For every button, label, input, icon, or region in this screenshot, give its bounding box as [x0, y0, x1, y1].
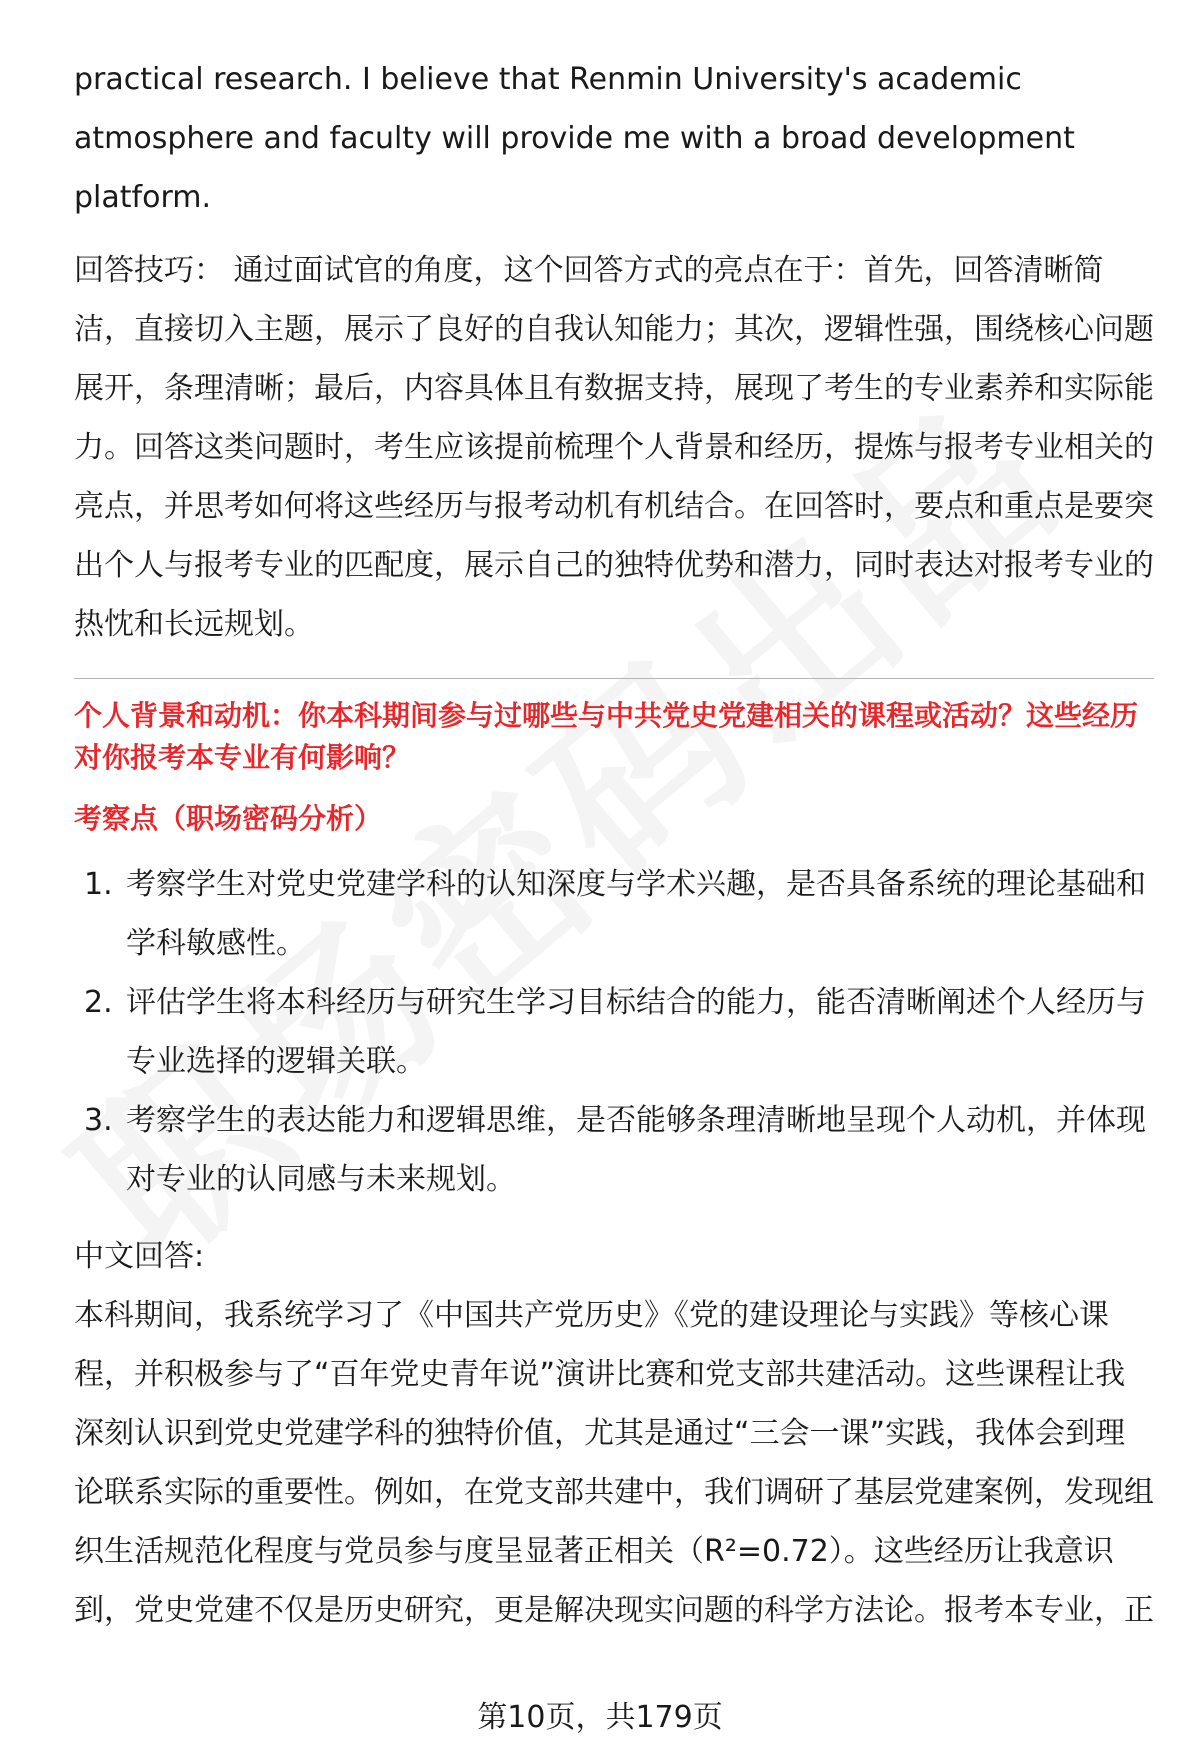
answer-tips-paragraph: 回答技巧： 通过面试官的角度，这个回答方式的亮点在于：首先，回答清晰简洁，直接切入主题，展示了良好的自我认知能力；其次，逻辑性强，围绕核心问题展开，条理清晰；最后，内容具体且有数据支持，展现了考生的专业素养和实际能力。回答这类问题时，考生应该提前梳理个人背景和经历，提炼与报考专业相关的亮点，并思考如何将这些经历与报考动机有机结合。在回答时，要点和重点是要突出个人与报考专业的匹配度，展示自己的独特优势和潜力，同时表达对报考专业的热忱和长远规划。: [74, 253, 1154, 642]
analysis-points-list: [74, 855, 1154, 1209]
list-item: [74, 855, 1154, 973]
analysis-heading: 考察点（职场密码分析）: [74, 802, 383, 835]
list-item: [74, 1091, 1154, 1209]
chinese-answer-label: 中文回答:: [74, 1239, 205, 1274]
list-text: 评估学生将本科经历与研究生学习目标结合的能力，能否清晰阐述个人经历与专业选择的逻辑关联。: [126, 985, 1146, 1079]
page-number: 第10页，共179页: [477, 1700, 723, 1735]
list-number: 2.: [84, 985, 113, 1020]
question-heading: 个人背景和动机：你本科期间参与过哪些与中共党史党建相关的课程或活动？这些经历对你报考本专业有何影响？: [74, 699, 1139, 774]
chinese-answer-paragraph: 本科期间，我系统学习了《中国共产党历史》《党的建设理论与实践》等核心课程，并积极参与了“百年党史青年说”演讲比赛和党支部共建活动。这些课程让我深刻认识到党史党建学科的独特价值，尤其是通过“三会一课”实践，我体会到理论联系实际的重要性。例如，在党支部共建中，我们调研了基层党建案例，发现组织生活规范化程度与党员参与度呈显著正相关（R²=0.72）。这些经历让我意识到，党史党建不仅是历史研究，更是解决现实问题的科学方法论。报考本专业，正: [74, 1298, 1154, 1628]
list-item: [74, 973, 1154, 1091]
section-divider: [74, 678, 1154, 679]
intro-paragraph: practical research. I believe that Renmin University's academic atmosphere and faculty will provide me with a broad development platform.: [74, 62, 1075, 215]
list-number: 3.: [84, 1103, 113, 1138]
document-page: [74, 50, 1154, 1640]
list-text: 考察学生对党史党建学科的认知深度与学术兴趣，是否具备系统的理论基础和学科敏感性。: [126, 867, 1146, 961]
list-number: 1.: [84, 867, 113, 902]
list-text: 考察学生的表达能力和逻辑思维，是否能够条理清晰地呈现个人动机，并体现对专业的认同感与未来规划。: [126, 1103, 1146, 1197]
